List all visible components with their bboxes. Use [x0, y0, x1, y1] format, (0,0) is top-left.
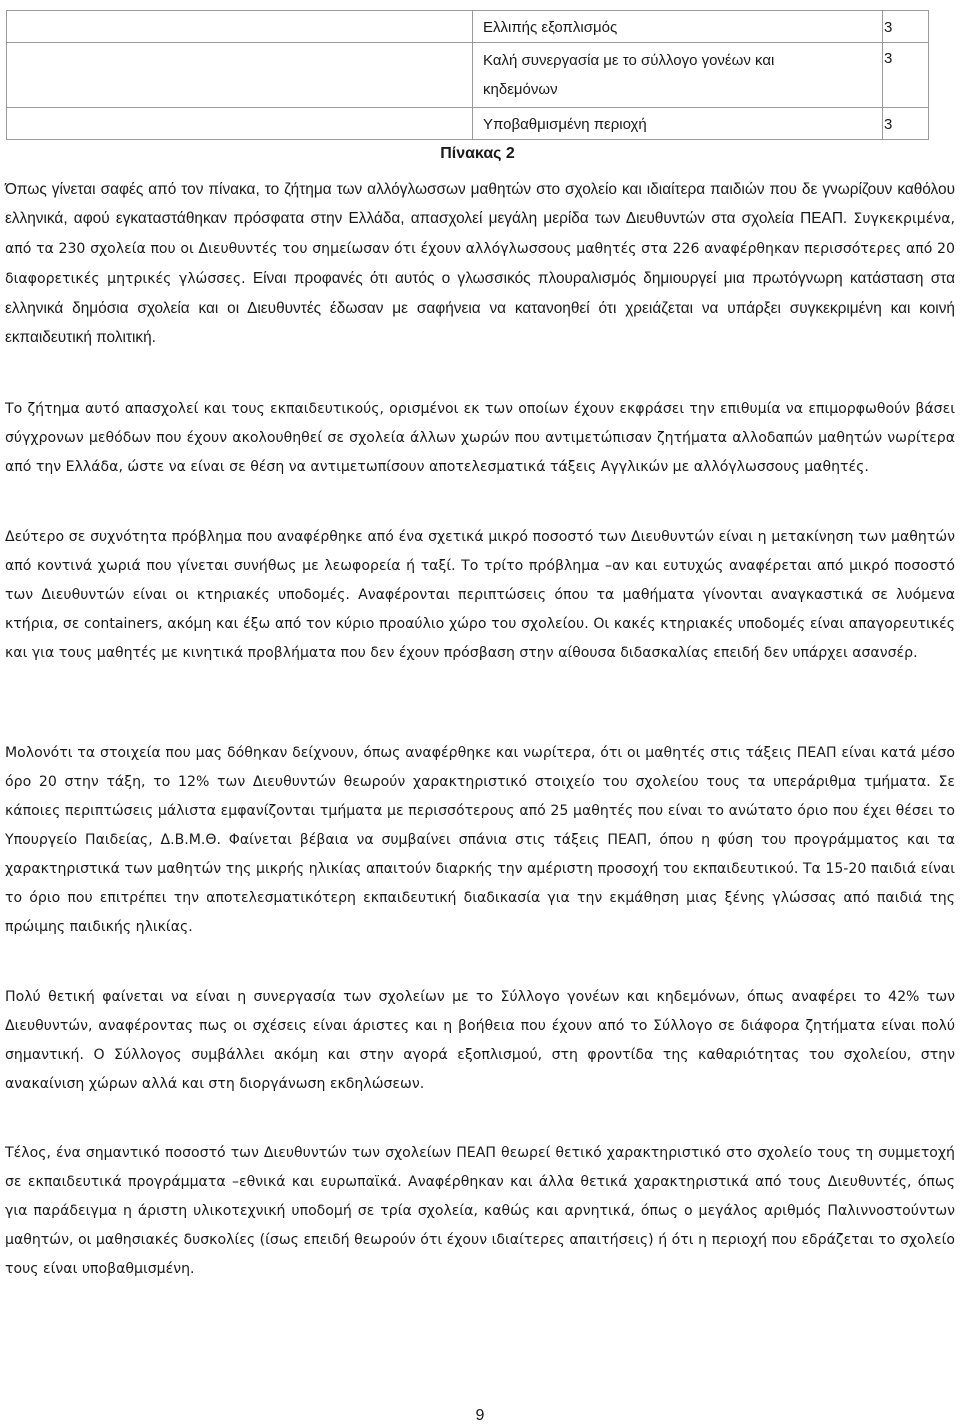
- table-caption: [0, 145, 955, 163]
- paragraph-1-sentence-a: Όπως γίνεται σαφές από τον πίνακα, το ζήτημα των αλλόγλωσσων μαθητών στο σχολείο και ιδιαίτερα παιδιών που δε γνωρίζουν καθόλου ελληνικά, αφού εγκαταστάθηκαν πρόσφατα στην Ελλάδα, απασχολεί μεγάλη μερίδα των Διευθυντών στα σχολεία ΠΕΑΠ.: [5, 181, 955, 227]
- table-cell-empty: [7, 43, 473, 108]
- table-cell-label: Ελλιπής εξοπλισμός: [473, 11, 883, 43]
- caption-text: Πίνακας 2: [440, 145, 515, 162]
- paragraph-3: Δεύτερο σε συχνότητα πρόβλημα που αναφέρθηκε από ένα σχετικά μικρό ποσοστό των Διευθυντών είναι η μετακίνηση των μαθητών από κοντινά χωριά που γίνεται συνήθως με λεωφορεία ή ταξί. Το τρίτο πρόβλημα –αν και ευτυχώς αναφέρεται από μικρό ποσοστό των Διευθυντών είναι οι κτηριακές υποδομές. Αναφέρονται περιπτώσεις όπου τα μαθήματα γίνονται αναγκαστικά σε λυόμενα κτήρια, σε containers, ακόμη και έξω από τον κύριο προαύλιο χώρο του σχολείου. Οι κακές κτηριακές υποδομές είναι απαγορευτικές και για τους μαθητές με κινητικά προβλήματα που δεν έχουν πρόσβαση στην αίθουσα διδασκαλίας επειδή δεν υπάρχει ασανσέρ.: [5, 529, 955, 661]
- table-row: [7, 108, 929, 140]
- paragraph-2: Το ζήτημα αυτό απασχολεί και τους εκπαιδευτικούς, ορισμένοι εκ των οποίων έχουν εκφράσει την επιθυμία να επιμορφωθούν βάσει σύγχρονων μεθόδων που έχουν ακολουθηθεί σε σχολεία άλλων χωρών που αντιμετώπισαν ζητήματα αλλοδαπών μαθητών νωρίτερα από την Ελλάδα, ώστε να είναι σε θέση να αντιμετωπίσουν αποτελεσματικά τάξεις Αγγλικών με αλλόγλωσσους μαθητές.: [5, 401, 955, 475]
- table-row: [7, 43, 929, 108]
- paragraph-1: [5, 175, 955, 352]
- value-text: 3: [884, 19, 893, 36]
- value-text: 3: [884, 50, 893, 67]
- paragraph-4: Μολονότι τα στοιχεία που μας δόθηκαν δείχνουν, όπως αναφέρθηκε και νωρίτερα, ότι οι μαθητές στις τάξεις ΠΕΑΠ είναι κατά μέσο όρο 20 στην τάξη, το 12% των Διευθυντών θεωρούν χαρακτηριστικό στοιχείο του σχολείου τους τα υπεράριθμα τμήματα. Σε κάποιες περιπτώσεις μάλιστα εμφανίζονται τμήματα με περισσότερους από 25 μαθητές που είναι το ανώτατο όριο που έχει θέσει το Υπουργείο Παιδείας, Δ.Β.Μ.Θ. Φαίνεται βέβαια να συμβαίνει σπάνια στις τάξεις ΠΕΑΠ, όπου η φύση του προγράμματος και τα χαρακτηριστικά των μαθητών της μικρής ηλικίας απαιτούν διαρκής την αμέριστη προσοχή του εκπαιδευτικού. Τα 15-20 παιδιά είναι το όριο που επιτρέπει την αποτελεσματικότερη εκπαιδευτική διαδικασία για την εκμάθηση μιας ξένης γλώσσας από παιδιά της πρώιμης παιδικής ηλικίας.: [5, 745, 955, 935]
- table-cell-value: [883, 108, 929, 140]
- paragraph-1-sentence-b: Συγκεκριμένα, από τα 230 σχολεία που οι Διευθυντές του σημείωσαν ότι έχουν αλλόγλωσσους μαθητές στα 226 αναφέρθηκαν περισσότερες από 20 διαφορετικές μητρικές γλώσσες.: [5, 211, 955, 287]
- table-row: [7, 11, 929, 43]
- table-cell-value: [883, 11, 929, 43]
- table-cell-empty: [7, 11, 473, 43]
- table-cell-label: Υποβαθμισμένη περιοχή: [473, 108, 883, 140]
- paragraph-5: Πολύ θετική φαίνεται να είναι η συνεργασία των σχολείων με το Σύλλογο γονέων και κηδεμόνων, όπως αναφέρει το 42% των Διευθυντών, αναφέροντας πως οι σχέσεις είναι άριστες και η βοήθεια που έχουν από το Σύλλογο σε διάφορα ζητήματα είναι πολύ σημαντική. Ο Σύλλογος συμβάλλει ακόμη και στην αγορά εξοπλισμού, στη φροντίδα της καθαριότητας του σχολείου, στην ανακαίνιση χώρων αλλά και στη διοργάνωση εκδηλώσεων.: [5, 989, 955, 1092]
- paragraph-6: Τέλος, ένα σημαντικό ποσοστό των Διευθυντών των σχολείων ΠΕΑΠ θεωρεί θετικό χαρακτηριστικό στο σχολείο τους τη συμμετοχή σε εκπαιδευτικά προγράμματα –εθνικά και ευρωπαϊκά. Αναφέρθηκαν και άλλα θετικά χαρακτηριστικά από τους Διευθυντές, όπως για παράδειγμα η άριστη υλικοτεχνική υποδομή σε τρία σχολεία, καθώς και αρνητικά, όπως ο μεγάλος αριθμός Παλιννοστούντων μαθητών, οι μαθησιακές δυσκολίες (ίσως επειδή θεωρούν ότι έχουν ιδιαίτερες απαιτήσεις) ή ότι η περιοχή που εδράζεται το σχολείο τους είναι υποβαθμισμένη.: [5, 1145, 955, 1277]
- table-cell-label: Καλή συνεργασία με το σύλλογο γονέων και κηδεμόνων: [473, 43, 883, 108]
- table-cell-empty: [7, 108, 473, 140]
- paragraph-1-sentence-c: Είναι προφανές ότι αυτός ο γλωσσικός πλουραλισμός δημιουργεί μια πρωτόγνωρη κατάσταση στα ελληνικά δημόσια σχολεία και οι Διευθυντές έδωσαν με σαφήνεια να κατανοηθεί ότι χρειάζεται να υπάρξει συγκεκριμένη και κοινή εκπαιδευτική πολιτική.: [5, 270, 955, 346]
- summary-table: [6, 10, 929, 140]
- page-number: 9: [475, 1407, 485, 1424]
- value-text: 3: [884, 116, 893, 133]
- table-cell-value: [883, 43, 929, 108]
